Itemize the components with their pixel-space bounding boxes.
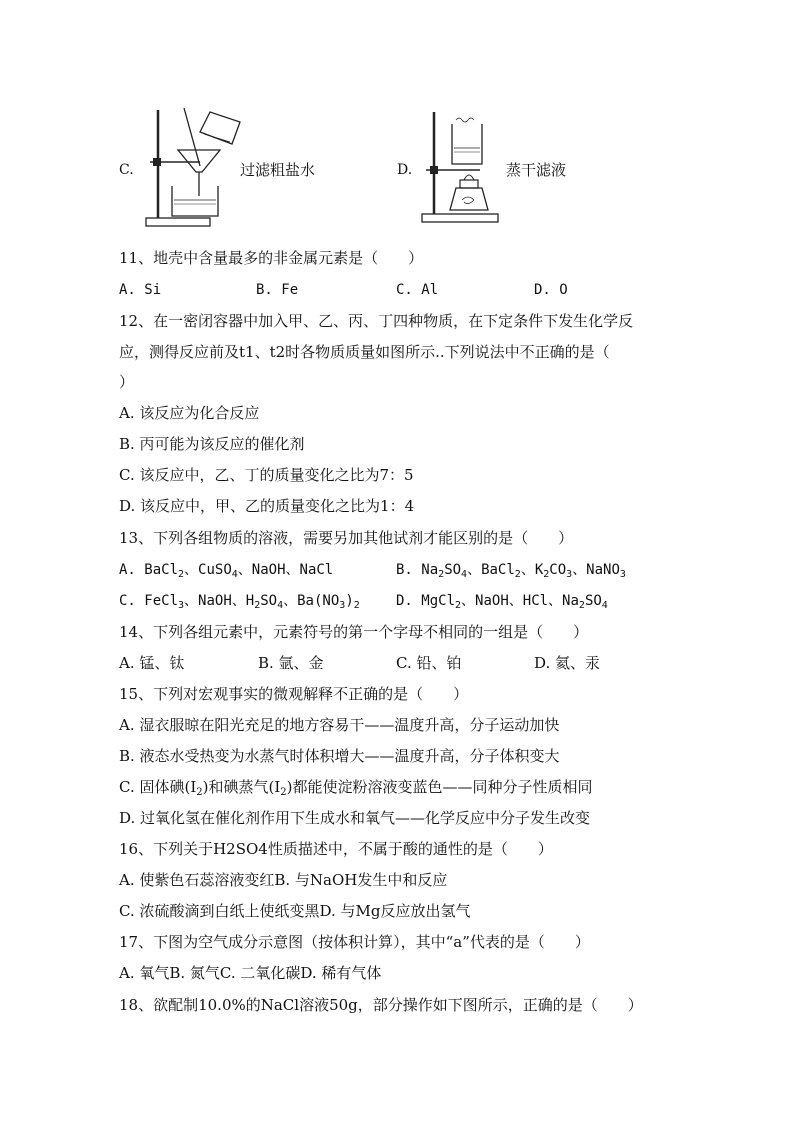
q11-option-a: A. Si xyxy=(119,282,162,298)
q13-stem: 13、下列各组物质的溶液，需要另加其他试剂才能区别的是（ ） xyxy=(119,529,574,547)
q11-stem: 11、地壳中含量最多的非金属元素是（ ） xyxy=(119,249,424,267)
q12-stem-line2: 应，测得反应前及t1、t2时各物质质量如图所示..下列说法中不正确的是（ xyxy=(119,343,610,361)
q11-option-b: B. Fe xyxy=(256,282,299,298)
q14-option-b: B. 氩、金 xyxy=(258,654,324,672)
q11-option-d: D. O xyxy=(534,282,568,298)
q17-stem: 17、下图为空气成分示意图（按体积计算），其中“a”代表的是（ ） xyxy=(119,933,590,951)
q12-option-b: B. 丙可能为该反应的催化剂 xyxy=(119,435,305,453)
option-c-caption: 过滤粗盐水 xyxy=(240,161,316,179)
q13-option-b: B. $Na_2SO_4$、BaCl$_2$、$K_2CO_3$、NaNO$_3$ xyxy=(396,562,626,580)
option-d-caption: 蒸干滤液 xyxy=(506,161,567,179)
option-d-letter: D. xyxy=(397,162,413,178)
q13-option-c: C. FeCl$_3$、NaOH、$H_2SO_4$、$Ba(NO_3)_2$ xyxy=(119,593,360,611)
evaporation-apparatus-figure xyxy=(420,110,502,226)
q15-stem: 15、下列对宏观事实的微观解释不正确的是（ ） xyxy=(119,685,469,703)
q16-options-ab: A. 使紫色石蕊溶液变红B. 与NaOH发生中和反应 xyxy=(119,871,448,889)
q15-option-d: D. 过氧化氢在催化剂作用下生成水和氧气——化学反应中分子发生改变 xyxy=(119,809,591,827)
q12-stem-line3: ） xyxy=(119,373,135,391)
q12-option-c: C. 该反应中，乙、丁的质量变化之比为7：5 xyxy=(119,466,414,484)
q12-stem-line1: 12、在一密闭容器中加入甲、乙、丙、丁四种物质，在下定条件下发生化学反 xyxy=(119,312,634,330)
q15-option-b: B. 液态水受热变为水蒸气时体积增大——温度升高，分子体积变大 xyxy=(119,747,560,765)
q11-option-c: C. Al xyxy=(396,282,439,298)
q14-stem: 14、下列各组元素中，元素符号的第一个字母不相同的一组是（ ） xyxy=(119,623,589,641)
q14-option-c: C. 铅、铂 xyxy=(396,654,462,672)
filtration-apparatus-figure xyxy=(140,104,245,230)
option-c-letter: C. xyxy=(119,162,134,178)
q14-option-a: A. 锰、钛 xyxy=(119,654,185,672)
q15-option-a: A. 湿衣服晾在阳光充足的地方容易干——温度升高，分子运动加快 xyxy=(119,716,560,734)
q17-options: A. 氧气B. 氮气C. 二氧化碳D. 稀有气体 xyxy=(119,964,382,982)
q12-option-a: A. 该反应为化合反应 xyxy=(119,404,260,422)
q12-option-d: D. 该反应中，甲、乙的质量变化之比为1：4 xyxy=(119,497,415,515)
q15-option-c: C. 固体碘$(I_2)$和碘蒸气$(I_2)$都能使淀粉溶液变蓝色——同种分子性质相同 xyxy=(119,778,593,798)
q13-option-d: D. MgCl$_2$、NaOH、HCl、$Na_2SO_4$ xyxy=(396,593,608,611)
q18-stem: 18、欲配制10.0%的NaCl溶液50g，部分操作如下图所示，正确的是（ ） xyxy=(119,996,643,1014)
q16-stem: 16、下列关于H2SO4性质描述中，不属于酸的通性的是（ ） xyxy=(119,840,553,858)
q13-option-a: A. BaCl$_2$、CuSO$_4$、NaOH、NaCl xyxy=(119,562,334,580)
q16-options-cd: C. 浓硫酸滴到白纸上使纸变黑D. 与Mg反应放出氢气 xyxy=(119,902,471,920)
q14-option-d: D. 氦、汞 xyxy=(534,654,601,672)
